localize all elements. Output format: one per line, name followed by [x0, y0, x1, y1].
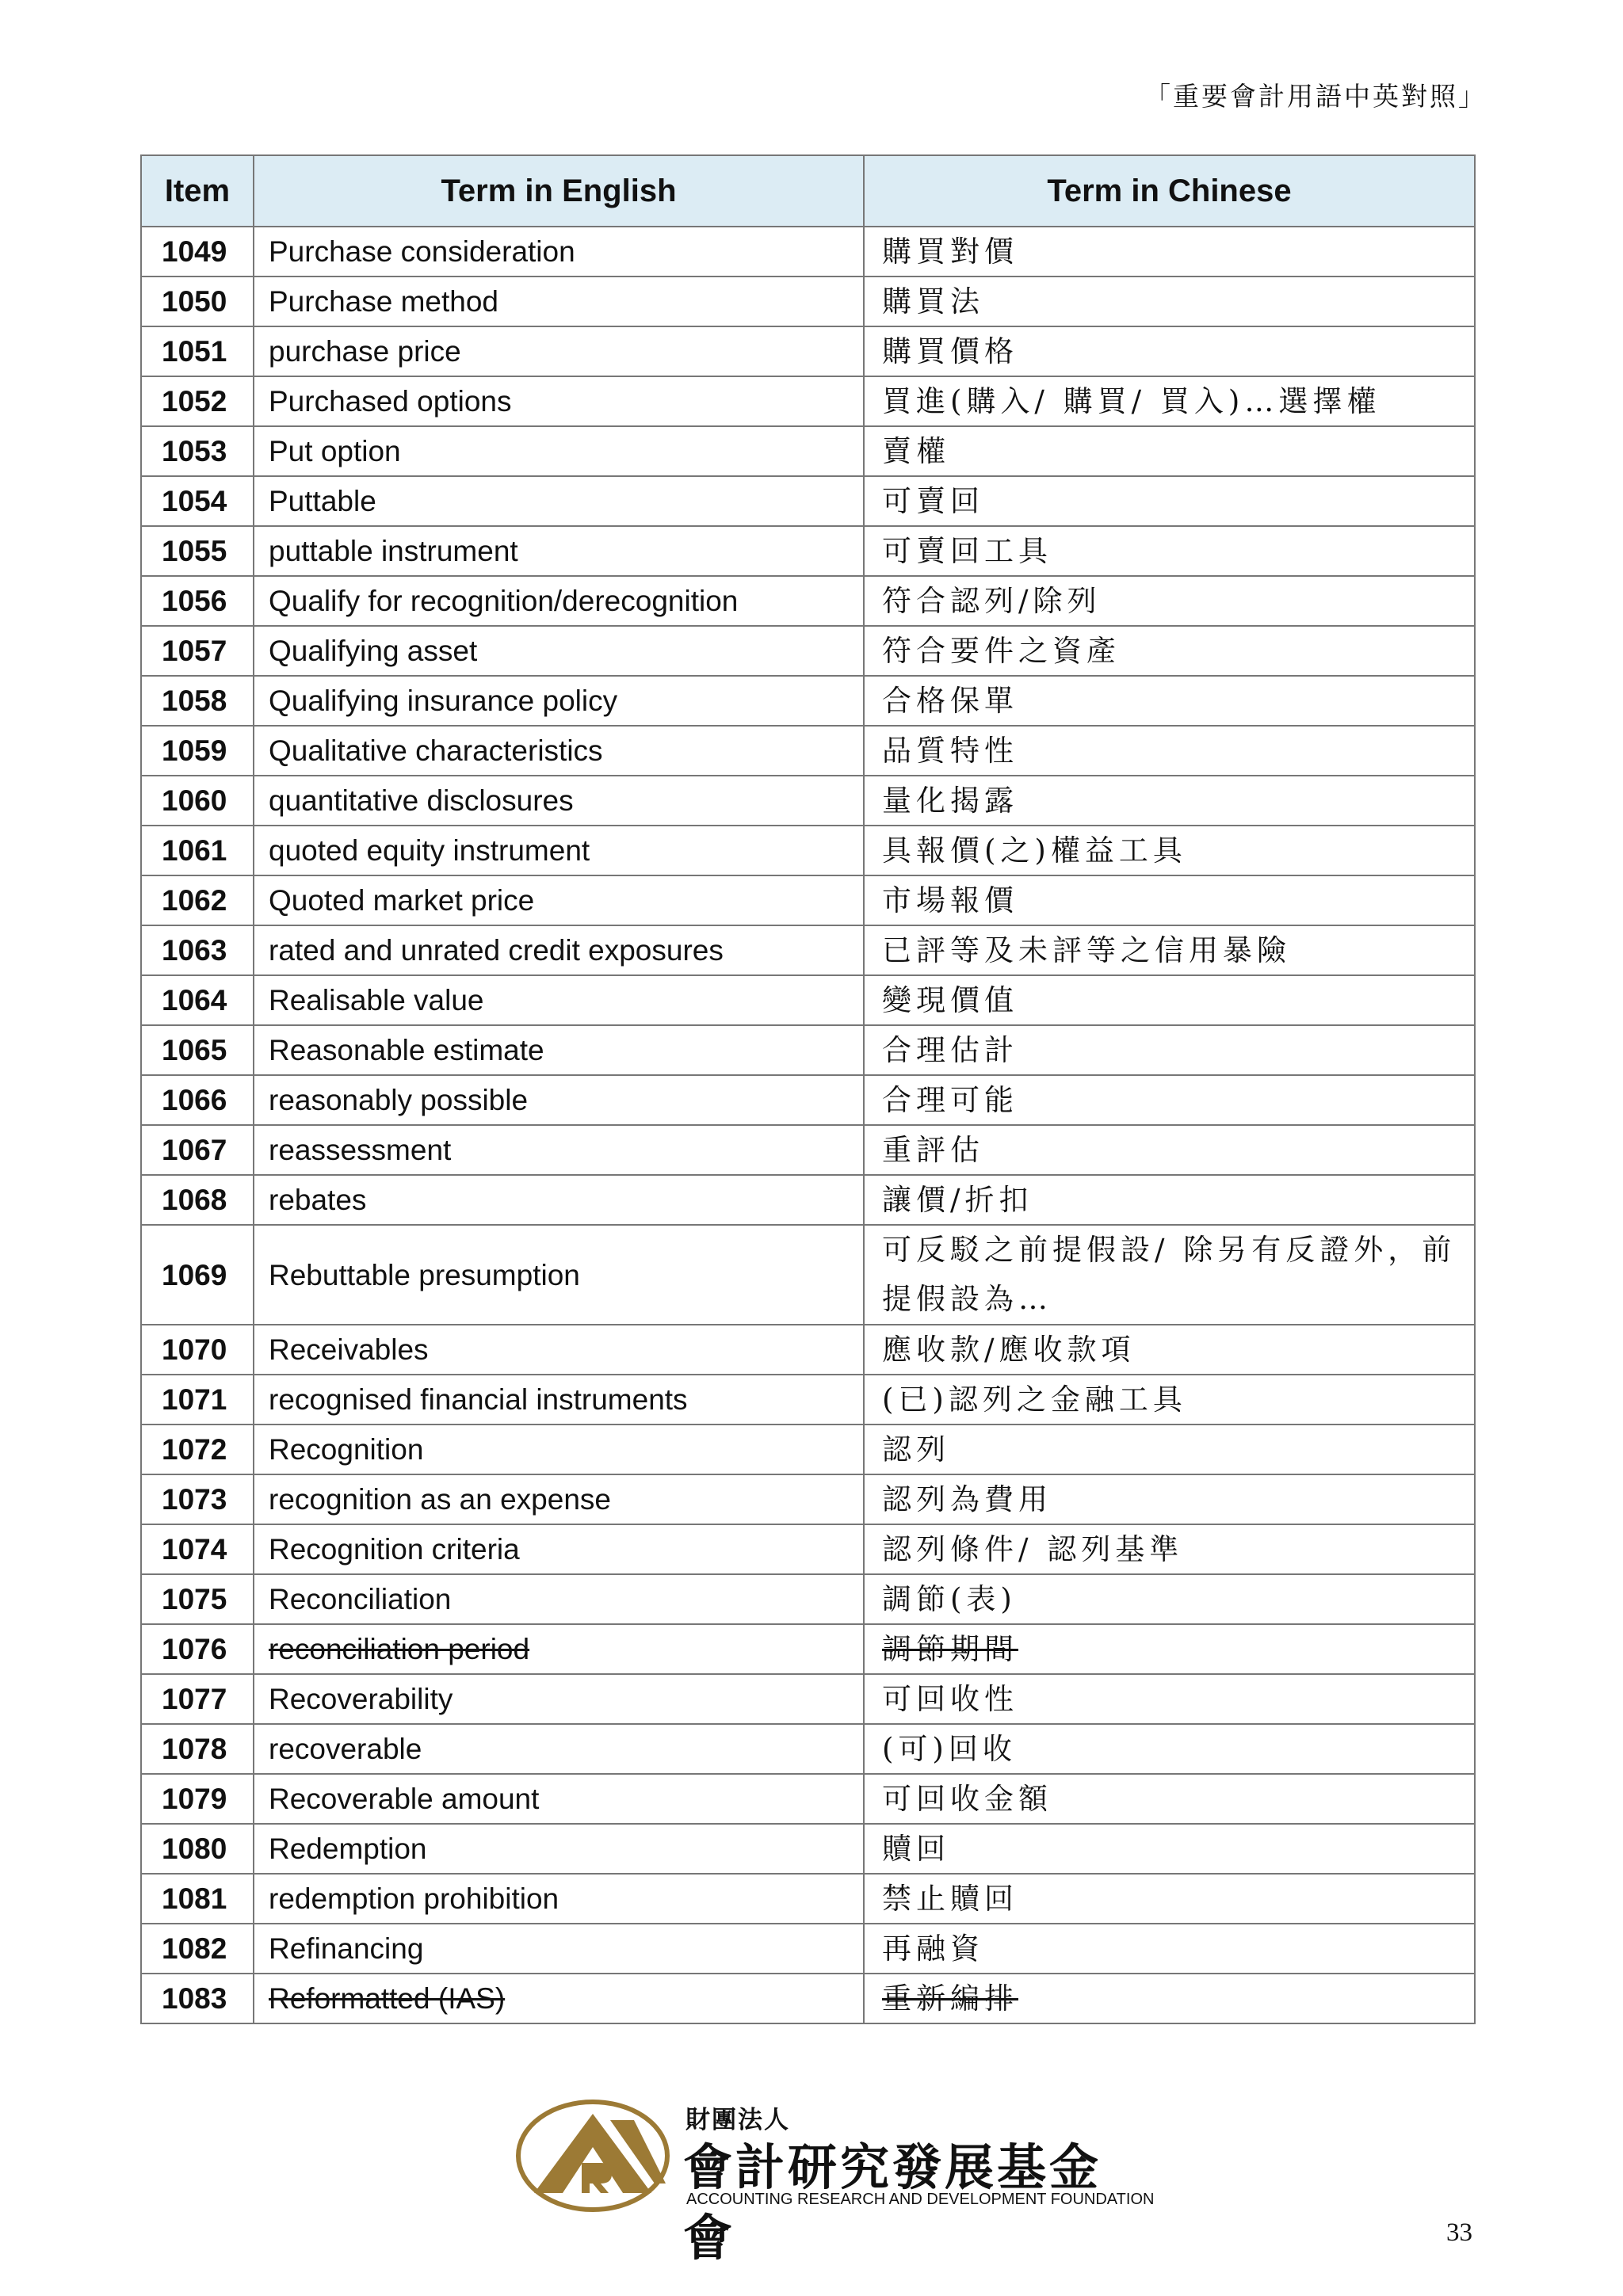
item-number-cell: 1071 — [141, 1375, 254, 1425]
table-row — [141, 1774, 1475, 1824]
english-term: Receivables — [269, 1333, 429, 1366]
item-number-cell: 1072 — [141, 1425, 254, 1474]
english-term: rated and unrated credit exposures — [269, 934, 724, 967]
chinese-term-cell — [864, 1574, 1475, 1624]
table-row — [141, 526, 1475, 576]
english-term-cell — [254, 875, 864, 925]
table-row — [141, 326, 1475, 376]
chinese-term: 合理可能 — [882, 1083, 1018, 1117]
english-term: Put option — [269, 435, 401, 467]
chinese-term: 禁止贖回 — [882, 1882, 1018, 1916]
table-row — [141, 1375, 1475, 1425]
table-row — [141, 476, 1475, 526]
item-number-cell: 1083 — [141, 1974, 254, 2023]
logo-english-name: ACCOUNTING RESEARCH AND DEVELOPMENT FOUNDATION — [686, 2191, 1155, 2208]
english-term: Reconciliation — [269, 1583, 452, 1615]
table-row — [141, 875, 1475, 925]
english-term: quantitative disclosures — [269, 784, 574, 817]
english-term-cell — [254, 1325, 864, 1375]
chinese-term-cell — [864, 1325, 1475, 1375]
chinese-term: 買進(購入/ 購買/ 買入)…選擇權 — [882, 384, 1381, 418]
english-term: Recognition — [269, 1433, 424, 1466]
english-term-cell — [254, 925, 864, 975]
table-row — [141, 227, 1475, 277]
item-number-cell: 1062 — [141, 875, 254, 925]
chinese-term: 購買價格 — [882, 334, 1018, 368]
chinese-term: 可賣回 — [882, 484, 984, 518]
chinese-term: (已)認列之金融工具 — [882, 1383, 1187, 1417]
english-term-cell — [254, 277, 864, 326]
table-row — [141, 426, 1475, 476]
english-term-cell — [254, 1874, 864, 1924]
english-term: Refinancing — [269, 1932, 424, 1965]
item-number-cell: 1054 — [141, 476, 254, 526]
table-header — [141, 155, 1475, 227]
item-number-cell: 1076 — [141, 1624, 254, 1674]
english-term-cell — [254, 975, 864, 1025]
english-term: quoted equity instrument — [269, 834, 590, 867]
english-term-cell — [254, 1974, 864, 2023]
english-term-cell — [254, 1075, 864, 1125]
english-term: Purchase consideration — [269, 235, 575, 268]
chinese-term: 調節期間 — [882, 1632, 1018, 1666]
chinese-term: 讓價/折扣 — [882, 1183, 1033, 1217]
chinese-term: 購買法 — [882, 284, 984, 318]
logo-org-type: 財團法人 — [685, 2106, 790, 2134]
table-row — [141, 1425, 1475, 1474]
english-term-cell — [254, 1125, 864, 1175]
table-row — [141, 1125, 1475, 1175]
chinese-term-cell — [864, 975, 1475, 1025]
english-term: Recognition criteria — [269, 1533, 520, 1566]
english-term-cell — [254, 1474, 864, 1524]
english-term: Quoted market price — [269, 884, 535, 917]
item-number-cell: 1082 — [141, 1924, 254, 1974]
terms-table — [140, 154, 1476, 2024]
chinese-term-cell — [864, 726, 1475, 776]
column-header-item: Item — [141, 155, 254, 227]
chinese-term: 量化揭露 — [882, 784, 1018, 818]
english-term-cell — [254, 726, 864, 776]
chinese-term-cell — [864, 326, 1475, 376]
chinese-term-cell — [864, 1125, 1475, 1175]
chinese-term-cell — [864, 1974, 1475, 2023]
item-number-cell: 1049 — [141, 227, 254, 277]
chinese-term: 合格保單 — [882, 684, 1018, 718]
english-term-cell — [254, 776, 864, 826]
english-term: redemption prohibition — [269, 1882, 559, 1915]
chinese-term: 認列為費用 — [882, 1482, 1052, 1516]
chinese-term-cell — [864, 1375, 1475, 1425]
chinese-term: (可)回收 — [882, 1732, 1017, 1766]
english-term-cell — [254, 526, 864, 576]
english-term: Realisable value — [269, 984, 484, 1016]
english-term: Purchased options — [269, 385, 512, 418]
table-row — [141, 1624, 1475, 1674]
english-term-cell — [254, 1524, 864, 1574]
item-number-cell: 1058 — [141, 676, 254, 726]
english-term-cell — [254, 1025, 864, 1075]
table-row — [141, 376, 1475, 426]
item-number-cell: 1075 — [141, 1574, 254, 1624]
chinese-term-cell — [864, 626, 1475, 676]
chinese-term-cell — [864, 1075, 1475, 1125]
english-term: Reformatted (IAS) — [269, 1982, 506, 2015]
chinese-term: 應收款/應收款項 — [882, 1333, 1136, 1367]
column-header-english: Term in English — [254, 155, 864, 227]
chinese-term: 可回收性 — [882, 1682, 1018, 1716]
table-row — [141, 626, 1475, 676]
foundation-logo — [515, 2098, 1155, 2267]
chinese-term: 合理估計 — [882, 1033, 1018, 1067]
english-term-cell — [254, 376, 864, 426]
table-row — [141, 1674, 1475, 1724]
table-row — [141, 925, 1475, 975]
chinese-term: 符合要件之資產 — [882, 634, 1121, 668]
chinese-term-cell — [864, 277, 1475, 326]
chinese-term: 贖回 — [882, 1832, 950, 1866]
chinese-term-cell — [864, 676, 1475, 726]
table-row — [141, 1924, 1475, 1974]
table-row — [141, 1225, 1475, 1325]
chinese-term-cell — [864, 426, 1475, 476]
english-term: reassessment — [269, 1134, 452, 1166]
item-number-cell: 1074 — [141, 1524, 254, 1574]
item-number-cell: 1080 — [141, 1824, 254, 1874]
chinese-term-cell — [864, 1025, 1475, 1075]
table-row — [141, 277, 1475, 326]
item-number-cell: 1067 — [141, 1125, 254, 1175]
chinese-term-cell — [864, 1425, 1475, 1474]
english-term-cell — [254, 626, 864, 676]
item-number-cell: 1052 — [141, 376, 254, 426]
english-term: Puttable — [269, 485, 376, 517]
chinese-term-cell — [864, 576, 1475, 626]
english-term-cell — [254, 326, 864, 376]
chinese-term-cell — [864, 526, 1475, 576]
item-number-cell: 1063 — [141, 925, 254, 975]
document-header-title: 「重要會計用語中英對照」 — [1144, 81, 1487, 112]
english-term: Qualitative characteristics — [269, 734, 603, 767]
page-number: 33 — [1446, 2218, 1472, 2247]
english-term-cell — [254, 1824, 864, 1874]
chinese-term: 已評等及未評等之信用暴險 — [882, 933, 1291, 967]
english-term-cell — [254, 1375, 864, 1425]
chinese-term-cell — [864, 826, 1475, 875]
chinese-term: 變現價值 — [882, 983, 1018, 1017]
table-row — [141, 726, 1475, 776]
item-number-cell: 1051 — [141, 326, 254, 376]
english-term: Recoverability — [269, 1683, 453, 1715]
chinese-term: 重新編排 — [882, 1981, 1018, 2016]
chinese-term-cell — [864, 1724, 1475, 1774]
item-number-cell: 1081 — [141, 1874, 254, 1924]
table-row — [141, 1724, 1475, 1774]
item-number-cell: 1079 — [141, 1774, 254, 1824]
english-term: Qualifying asset — [269, 635, 478, 667]
item-number-cell: 1050 — [141, 277, 254, 326]
table-row — [141, 1025, 1475, 1075]
table-row — [141, 1325, 1475, 1375]
item-number-cell: 1065 — [141, 1025, 254, 1075]
chinese-term: 購買對價 — [882, 235, 1018, 269]
chinese-term-cell — [864, 925, 1475, 975]
english-term-cell — [254, 826, 864, 875]
item-number-cell: 1068 — [141, 1175, 254, 1225]
english-term-cell — [254, 1674, 864, 1724]
english-term: Qualifying insurance policy — [269, 685, 618, 717]
item-number-cell: 1066 — [141, 1075, 254, 1125]
english-term: Rebuttable presumption — [269, 1258, 580, 1291]
table-row — [141, 1574, 1475, 1624]
english-term-cell — [254, 227, 864, 277]
table-row — [141, 975, 1475, 1025]
table-body — [141, 227, 1475, 2023]
table-row — [141, 1175, 1475, 1225]
chinese-term: 可賣回工具 — [882, 534, 1052, 568]
item-number-cell: 1061 — [141, 826, 254, 875]
english-term-cell — [254, 1624, 864, 1674]
chinese-term: 品質特性 — [882, 734, 1018, 768]
chinese-term-cell — [864, 1674, 1475, 1724]
item-number-cell: 1070 — [141, 1325, 254, 1375]
chinese-term: 再融資 — [882, 1932, 984, 1966]
table-row — [141, 1075, 1475, 1125]
chinese-term-cell — [864, 1624, 1475, 1674]
item-number-cell: 1060 — [141, 776, 254, 826]
chinese-term-cell — [864, 1924, 1475, 1974]
chinese-term-cell — [864, 1874, 1475, 1924]
table-row — [141, 1824, 1475, 1874]
table-row — [141, 776, 1475, 826]
english-term-cell — [254, 1724, 864, 1774]
english-term: recognition as an expense — [269, 1483, 611, 1516]
chinese-term-cell — [864, 1824, 1475, 1874]
english-term-cell — [254, 576, 864, 626]
item-number-cell: 1077 — [141, 1674, 254, 1724]
chinese-term: 重評估 — [882, 1133, 984, 1167]
english-term: rebates — [269, 1184, 367, 1216]
table-row — [141, 1974, 1475, 2023]
chinese-term-cell — [864, 776, 1475, 826]
table-row — [141, 1524, 1475, 1574]
foundation-emblem-icon — [515, 2098, 670, 2214]
english-term: reconciliation period — [269, 1633, 530, 1665]
table-row — [141, 1874, 1475, 1924]
item-number-cell: 1078 — [141, 1724, 254, 1774]
english-term: Recoverable amount — [269, 1783, 540, 1815]
item-number-cell: 1053 — [141, 426, 254, 476]
english-term-cell — [254, 476, 864, 526]
chinese-term-cell — [864, 476, 1475, 526]
english-term: Redemption — [269, 1833, 427, 1865]
english-term: Qualify for recognition/derecognition — [269, 585, 739, 617]
english-term-cell — [254, 1774, 864, 1824]
chinese-term-cell — [864, 227, 1475, 277]
english-term-cell — [254, 426, 864, 476]
chinese-term: 賣權 — [882, 434, 950, 468]
chinese-term-cell — [864, 1774, 1475, 1824]
chinese-term: 可回收金額 — [882, 1782, 1052, 1816]
english-term-cell — [254, 676, 864, 726]
item-number-cell: 1069 — [141, 1225, 254, 1325]
table-row — [141, 676, 1475, 726]
chinese-term: 具報價(之)權益工具 — [882, 833, 1187, 868]
english-term: recognised financial instruments — [269, 1383, 688, 1416]
item-number-cell: 1055 — [141, 526, 254, 576]
item-number-cell: 1073 — [141, 1474, 254, 1524]
logo-foundation-name: 會計研究發展基金會 — [683, 2138, 1102, 2267]
chinese-term-cell — [864, 1524, 1475, 1574]
english-term: reasonably possible — [269, 1084, 529, 1116]
item-number-cell: 1064 — [141, 975, 254, 1025]
item-number-cell: 1059 — [141, 726, 254, 776]
english-term: recoverable — [269, 1733, 422, 1765]
table-row — [141, 576, 1475, 626]
chinese-term-cell — [864, 376, 1475, 426]
item-number-cell: 1057 — [141, 626, 254, 676]
chinese-term: 市場報價 — [882, 883, 1018, 917]
english-term: Reasonable estimate — [269, 1034, 544, 1066]
chinese-term: 調節(表) — [882, 1582, 1017, 1616]
english-term-cell — [254, 1425, 864, 1474]
chinese-term: 認列條件/ 認列基準 — [882, 1532, 1184, 1566]
chinese-term-cell — [864, 1225, 1475, 1325]
chinese-term: 符合認列/除列 — [882, 584, 1102, 618]
chinese-term-cell — [864, 1175, 1475, 1225]
table-row — [141, 826, 1475, 875]
chinese-term-cell — [864, 875, 1475, 925]
item-number-cell: 1056 — [141, 576, 254, 626]
column-header-chinese: Term in Chinese — [864, 155, 1475, 227]
table-row — [141, 1474, 1475, 1524]
english-term-cell — [254, 1175, 864, 1225]
chinese-term: 可反駁之前提假設/ 除另有反證外，前提假設為… — [882, 1233, 1457, 1316]
chinese-term: 認列 — [882, 1432, 950, 1466]
english-term: puttable instrument — [269, 535, 518, 567]
english-term-cell — [254, 1574, 864, 1624]
english-term: purchase price — [269, 335, 461, 368]
english-term: Purchase method — [269, 285, 499, 318]
english-term-cell — [254, 1924, 864, 1974]
chinese-term-cell — [864, 1474, 1475, 1524]
english-term-cell — [254, 1225, 864, 1325]
